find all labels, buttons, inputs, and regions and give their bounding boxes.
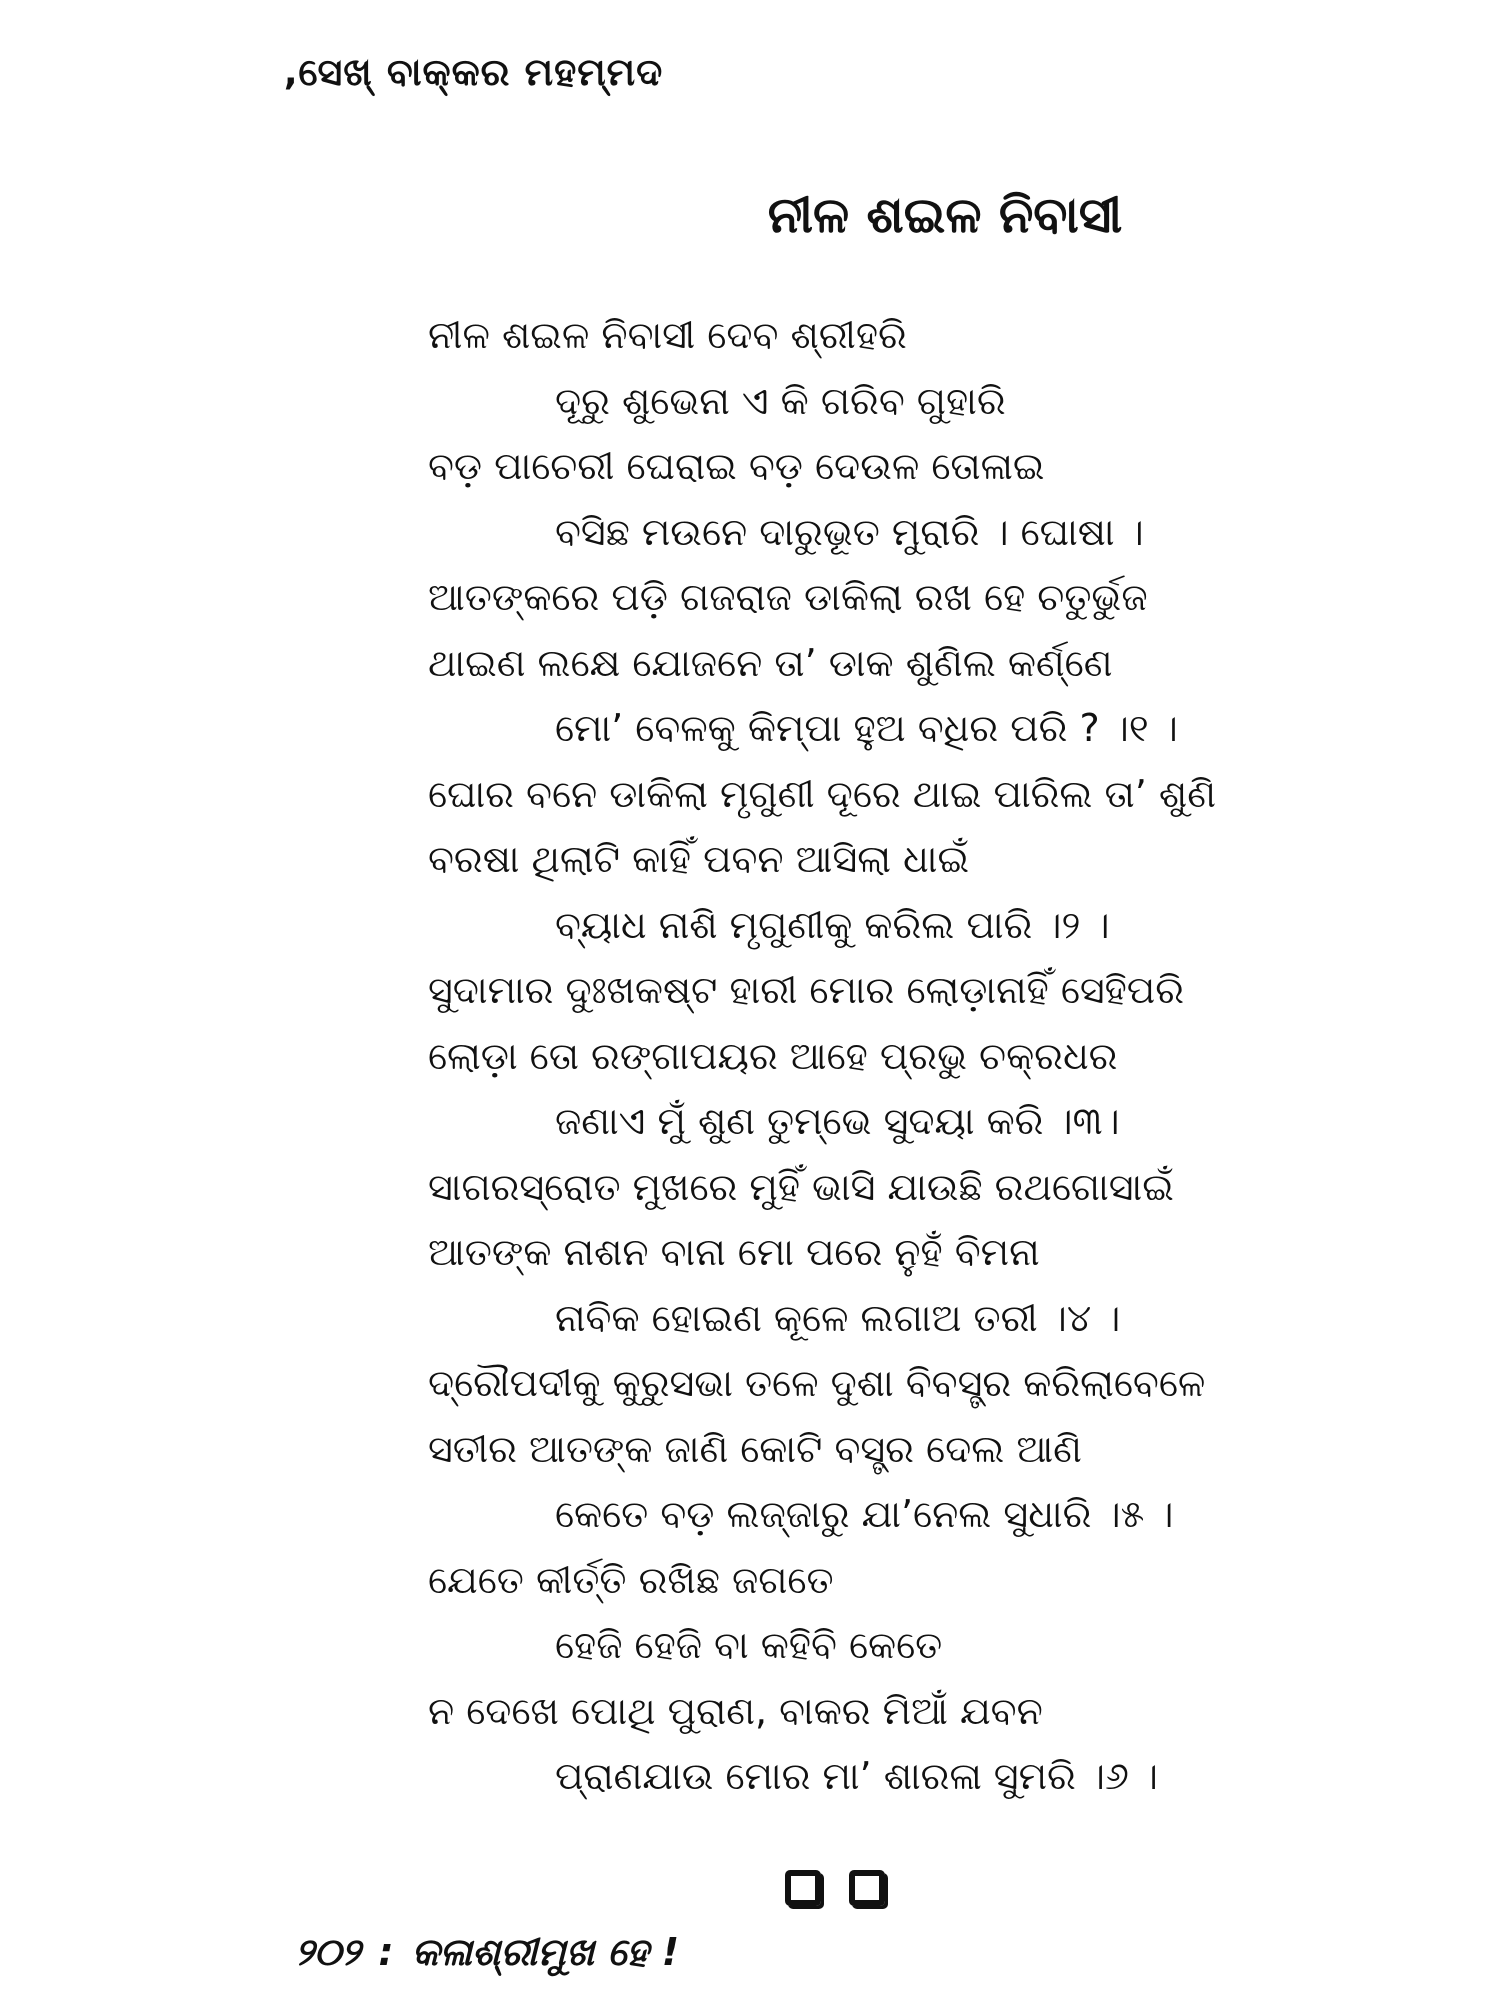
poem-line: ବଡ଼ ପାଚେରୀ ଘେରାଇ ବଡ଼ ଦେଉଳ ତୋଳାଇ — [428, 444, 1045, 488]
poem-line: ପ୍ରାଣଯାଉ ମୋର ମା’ ଶାରଳା ସୁମରି ।୬ । — [555, 1754, 1159, 1798]
poem-line: ସତୀର ଆତଙ୍କ ଜାଣି କୋଟି ବସ୍ତ୍ର ଦେଲ ଆଣି — [428, 1427, 1082, 1471]
poem-line: ଦ୍ରୌପଦୀକୁ କୁରୁସଭା ତଳେ ଦୁଶା ବିବସ୍ତ୍ର କରିଲାବେଳେ — [428, 1361, 1206, 1405]
poem-line: ଆତଙ୍କରେ ପଡ଼ି ଗଜରାଜ ଡାକିଲା ରଖ ହେ ଚତୁର୍ଭୁଜ — [428, 575, 1148, 619]
ornament-box-icon — [849, 1870, 885, 1906]
author-heading: ‚ସେଖ୍ ବାକ୍‌କର ମହମ୍ମଦ — [283, 50, 664, 94]
footer-separator: : — [378, 1930, 394, 1974]
poem-line: ନ ଦେଖେ ପୋଥି ପୁରାଣ, ବାକର ମିଆଁ ଯବନ — [428, 1689, 1043, 1733]
book-title: କଳାଶ୍ରୀମୁଖ ହେ ! — [411, 1930, 680, 1974]
poem-line: ମୋ’ ବେଳକୁ କିମ୍ପା ହୁଅ ବଧିର ପରି ? ।୧ । — [555, 706, 1178, 750]
poem-line: ଘୋର ବନେ ଡାକିଲା ମୃଗୁଣୀ ଦୂରେ ଥାଇ ପାରିଲ ତା’ ଶୁଣି — [428, 772, 1216, 816]
poem-line: ଲୋଡ଼ା ତୋ ରଙ୍ଗାପୟର ଆହେ ପ୍ରଭୁ ଚକ୍ରଧର — [428, 1034, 1118, 1078]
poem-line: ଯେତେ କୀର୍ତ୍ତି ରଖିଛ ଜଗତେ — [428, 1558, 834, 1602]
poem-line: କେତେ ବଡ଼ ଲଜ୍ଜାରୁ ଯା’ନେଲ ସୁଧାରି ।୫ । — [555, 1492, 1174, 1536]
poem-line: ନାବିକ ହୋଇଣ କୂଳେ ଲଗାଅ ତରୀ ।୪ । — [555, 1296, 1121, 1340]
poem-line: ଥାଇଣ ଲକ୍ଷେ ଯୋଜନେ ତା’ ଡାକ ଶୁଣିଲ କର୍ଣ୍ଣେ — [428, 641, 1113, 685]
poem-line: ସାଗରସ୍ରୋତ ମୁଖରେ ମୁହିଁ ଭାସି ଯାଉଛି ରଥଗୋସାଇଁ — [428, 1165, 1174, 1209]
poem-line: ସୁଦାମାର ଦୁଃଖକଷ୍ଟ ହାରୀ ମୋର ଲୋଡ଼ାନାହିଁ ସେହିପରି — [428, 968, 1185, 1012]
poem-title: ନୀଳ ଶଇଳ ନିବାସୀ — [767, 186, 1123, 244]
poem-line: ହେଜି ହେଜି ବା କହିବି କେତେ — [555, 1623, 943, 1667]
poem-line: ବରଷା ଥିଲାଟି କାହିଁ ପବନ ଆସିଲା ଧାଇଁ — [428, 837, 970, 881]
end-ornament — [785, 1870, 885, 1906]
poem-line: ଆତଙ୍କ ନାଶନ ବାନା ମୋ ପରେ ନୁହଁ ବିମନା — [428, 1230, 1040, 1274]
ornament-box-icon — [785, 1870, 821, 1906]
poem-line: ଜଣାଏ ମୁଁ ଶୁଣ ତୁମ୍ଭେ ସୁଦୟା କରି ।୩। — [555, 1099, 1120, 1143]
poem-line: ବ୍ୟାଧ ନାଶି ମୃଗୁଣୀକୁ କରିଲ ପାରି ।୨ । — [555, 903, 1110, 947]
page-number: ୨୦୨ — [295, 1930, 361, 1974]
page-footer — [295, 1930, 679, 1975]
poem-line: ଦୂରୁ ଶୁଭେନା ଏ କି ଗରିବ ଗୁହାରି — [555, 379, 1006, 423]
poem-line: ନୀଳ ଶଇଳ ନିବାସୀ ଦେବ ଶ୍ରୀହରି — [428, 313, 907, 357]
poem-line: ବସିଛ ମଉନେ ଦାରୁଭୂତ ମୁରାରି । ଘୋଷା । — [555, 510, 1144, 554]
